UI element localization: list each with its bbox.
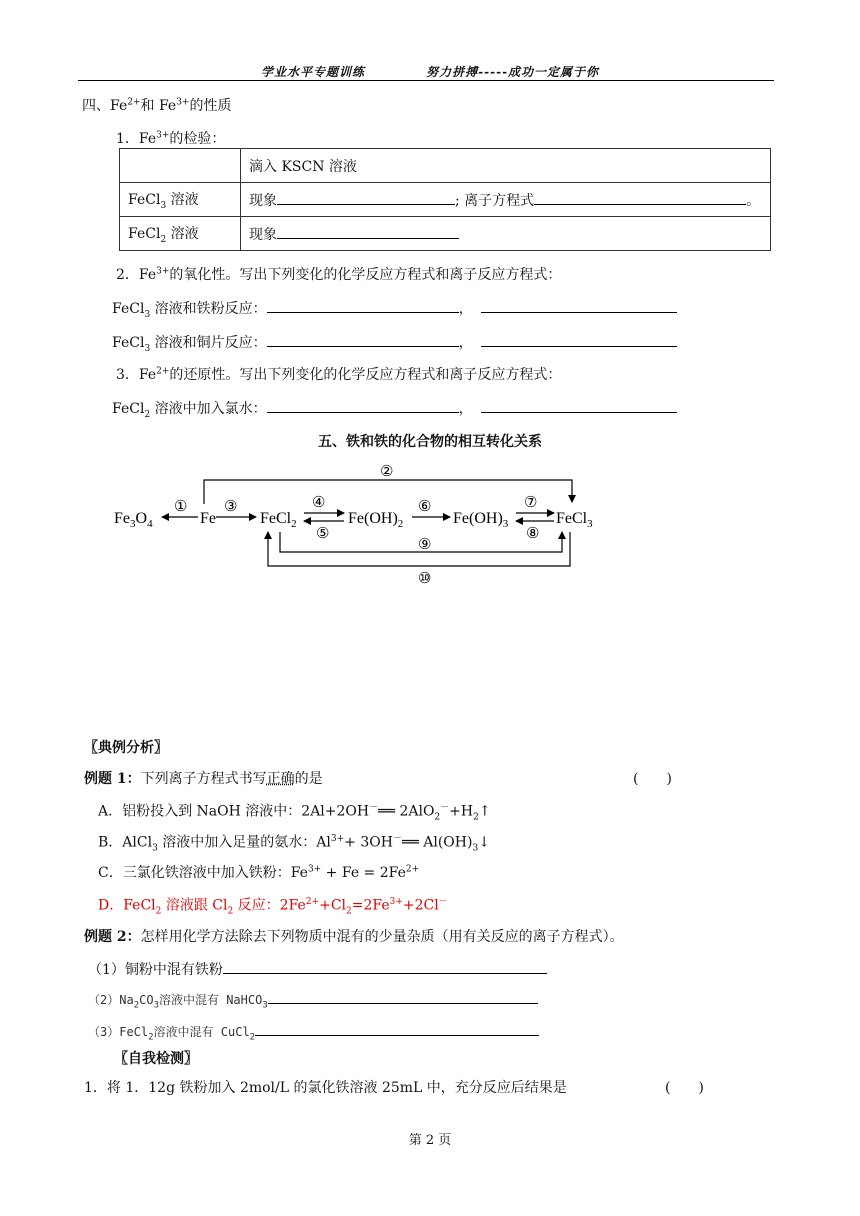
table-head: 滴入 KSCN 溶液 (241, 149, 771, 183)
q3-heading: 3．$Fe^{2+}$的还原性。写出下列变化的化学反应方程式和离子反应方程式： (116, 366, 562, 383)
q2a-line: FeCl$_3$ 溶液和铁粉反应： ， (112, 298, 677, 320)
page-number: 第 2 页 (408, 1133, 452, 1148)
example2-item3: （3）FeCl$_2$溶液中混有 CuCl$_2$ (88, 1022, 539, 1042)
label-8: ⑧ (526, 526, 540, 542)
label-3: ③ (224, 499, 238, 515)
arrow-2 (204, 480, 572, 504)
section4-title: 四、$Fe^{2+}$和 $Fe^{3+}$的性质 (82, 97, 232, 114)
node-fecl3: FeCl$_3$ (556, 510, 593, 530)
table-row (120, 217, 771, 251)
page-header (0, 63, 860, 80)
node-fe3o4: $Fe_3O_4$ (114, 510, 153, 530)
label-2: ② (380, 464, 394, 480)
table-cell-observation: 现象 (241, 217, 771, 251)
selftest-title: 〖自我检测〗 (114, 1051, 198, 1067)
option-b[interactable]: B．AlCl$_3$ 溶液中加入足量的氨水：$Al^{3+}+$ 3OH－══ $Al(OH)_3↓$ (98, 834, 490, 854)
option-a[interactable]: A．铝粉投入到 NaOH 溶液中：2Al+2OH－══ $2AlO_2^-+H_2↑$ (98, 803, 491, 823)
answer-blank[interactable] (255, 1022, 539, 1036)
kscn-table (119, 148, 771, 251)
label-4: ④ (312, 495, 326, 511)
q2-heading: 2．$Fe^{3+}$的氧化性。写出下列变化的化学反应方程式和离子反应方程式： (116, 266, 562, 283)
label-9: ⑨ (418, 537, 432, 553)
selftest-q1: 1．将 1．12g 铁粉加入 2mol/L 的氯化铁溶液 25mL 中，充分反应后结果是 (84, 1080, 567, 1096)
node-fe: Fe (200, 510, 216, 527)
node-feoh3: $Fe(OH)_3$ (453, 510, 509, 530)
answer-blank[interactable] (277, 191, 455, 205)
node-fecl2: FeCl$_2$ (260, 510, 297, 530)
examples-title: 〖典例分析〗 (84, 740, 168, 756)
example2-item2: $(2)Na_2CO_3$溶液中混有 NaHCO$_3$ (88, 990, 538, 1010)
iron-conversion-diagram (100, 460, 620, 590)
label-10: ⑩ (418, 571, 432, 587)
label-1: ① (174, 499, 188, 515)
answer-blank[interactable] (267, 299, 459, 313)
q2b-line: FeCl$_3$ 溶液和铜片反应： ， (112, 332, 677, 354)
answer-blank[interactable] (267, 399, 459, 413)
option-c[interactable]: C．三氯化铁溶液中加入铁粉：$Fe^{3+} + Fe = 2Fe^{2+}$ (98, 864, 420, 881)
example2-question: 例题 2：怎样用化学方法除去下列物质中混有的少量杂质（用有关反应的离子方程式）。 (84, 929, 624, 945)
q3a-line: FeCl$_2$ 溶液中加入氯水： ， (112, 398, 677, 420)
answer-blank[interactable] (481, 299, 677, 313)
table-row (120, 183, 771, 217)
table-row-label: FeCl$_3$ 溶液 (120, 183, 241, 217)
answer-blank[interactable] (481, 333, 677, 347)
answer-blank[interactable] (223, 960, 547, 974)
answer-blank[interactable] (481, 399, 677, 413)
label-6: ⑥ (418, 499, 432, 515)
label-5: ⑤ (316, 526, 330, 542)
section5-title: 五、铁和铁的化合物的相互转化关系 (318, 434, 542, 450)
header-rule (78, 80, 774, 81)
table-cell-observation: 现象 ; 离子方程式 。 (241, 183, 771, 217)
selftest-q1-paren: ( ) (665, 1080, 704, 1096)
answer-blank[interactable] (277, 225, 459, 239)
header-left: 学业水平专题训练 (260, 65, 365, 79)
q1-heading: 1．$Fe^{3+}$的检验： (116, 130, 226, 147)
node-feoh2: $Fe(OH)_2$ (348, 510, 404, 530)
header-right: 努力拼搏-----成功一定属于你 (426, 65, 600, 79)
table-row (120, 149, 771, 183)
table-row-label: FeCl$_2$ 溶液 (120, 217, 241, 251)
example2-item1: （1）铜粉中混有铁粉 (88, 959, 547, 979)
answer-blank[interactable] (534, 191, 746, 205)
example1-paren: ( ) (633, 771, 672, 787)
answer-blank[interactable] (267, 333, 459, 347)
answer-blank[interactable] (268, 990, 538, 1004)
example1-question: 例题 1：下列离子方程式书写正确的是 (84, 771, 323, 787)
option-d[interactable]: D．FeCl$_2$ 溶液跟 $Cl_2$ 反应：$2Fe^{2+}+Cl_2=2Fe^{3+}+2Cl^-$ (98, 897, 448, 917)
table-cell-empty (120, 149, 241, 183)
label-7: ⑦ (524, 495, 538, 511)
